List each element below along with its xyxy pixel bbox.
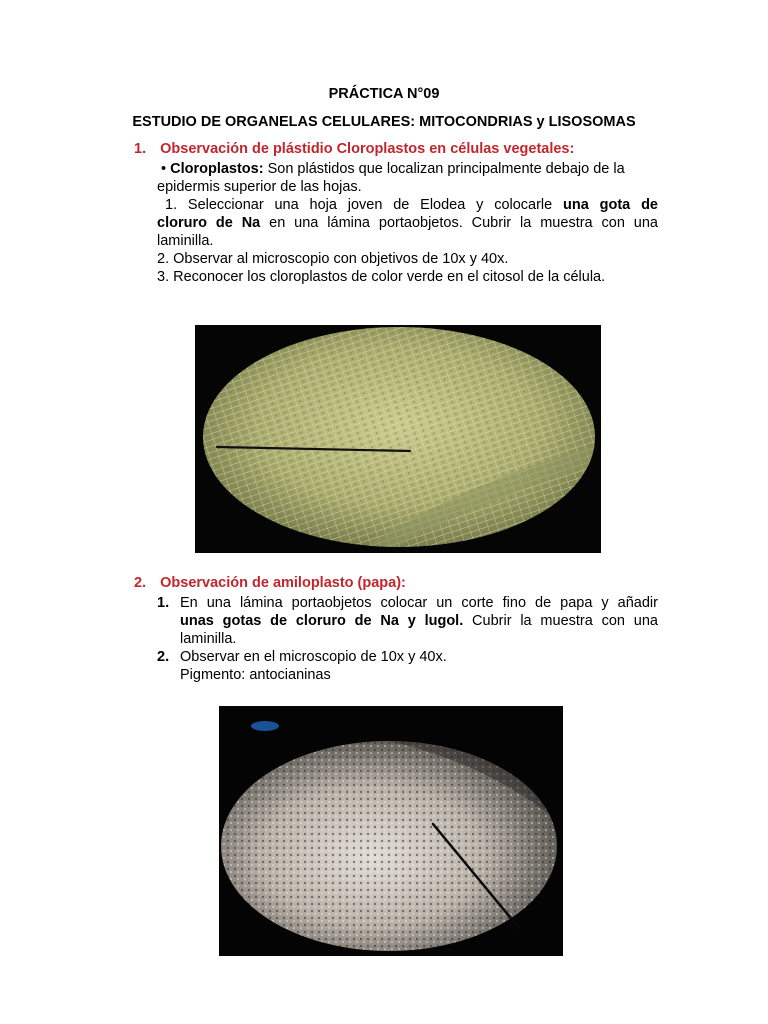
item1-text-b: Cubrir la muestra con una	[463, 613, 658, 629]
step1-text-a: 1. Seleccionar una hoja joven de Elodea y colocarle	[165, 197, 564, 213]
amyloplast-micrograph	[219, 706, 563, 956]
bullet-text-1: Son plástidos que localizan principalmente debajo de la	[263, 161, 625, 177]
item1	[157, 594, 658, 648]
section1-number: 1.	[134, 141, 147, 157]
step1-bold-a: una gota de	[563, 197, 658, 213]
item2-note: Pigmento: antocianinas	[180, 667, 331, 683]
section2-number: 2.	[134, 575, 147, 591]
step3-text: 3. Reconocer los cloroplastos de color verde en el citosol de la célula.	[157, 269, 606, 285]
section2-heading	[134, 575, 406, 591]
item1-content	[180, 594, 658, 648]
step1-text-b: en una lámina portaobjetos. Cubrir la muestra con una	[260, 215, 659, 231]
section2-title: Observación de amiloplasto (papa):	[160, 575, 406, 591]
step1-bold-b: cloruro de Na	[157, 215, 261, 231]
step2-text: 2. Observar al microscopio con objetivos de 10x y 40x.	[157, 251, 509, 267]
section1-title: Observación de plástidio Cloroplastos en células vegetales:	[160, 141, 575, 157]
item2-text: Observar en el microscopio de 10x y 40x.	[180, 649, 447, 665]
item1-line2	[180, 612, 658, 630]
step1-line1	[157, 196, 658, 214]
page-subtitle: ESTUDIO DE ORGANELAS CELULARES: MITOCONDRIAS y LISOSOMAS	[132, 114, 636, 130]
bullet-glyph: •	[161, 161, 167, 177]
item2	[157, 648, 658, 684]
item1-text-a: En una lámina portaobjetos colocar un corte fino de papa y añadir	[180, 595, 658, 611]
bullet-line	[157, 160, 658, 178]
item1-text-c: laminilla.	[180, 631, 237, 647]
bullet-text-2: epidermis superior de las hojas.	[157, 179, 362, 195]
section2-body	[157, 594, 658, 684]
chloroplast-micrograph	[195, 325, 601, 553]
item1-number: 1.	[157, 595, 170, 611]
section1-body	[157, 160, 658, 286]
item2-number: 2.	[157, 649, 170, 665]
item1-bold: unas gotas de cloruro de Na y lugol.	[180, 613, 464, 629]
section1-heading	[134, 141, 574, 157]
item2-content	[180, 648, 658, 684]
step1-line2	[157, 214, 658, 232]
bullet-term: Cloroplastos:	[170, 161, 264, 177]
page-title: PRÁCTICA N°09	[328, 86, 440, 102]
step1-text-c: laminilla.	[157, 233, 214, 249]
